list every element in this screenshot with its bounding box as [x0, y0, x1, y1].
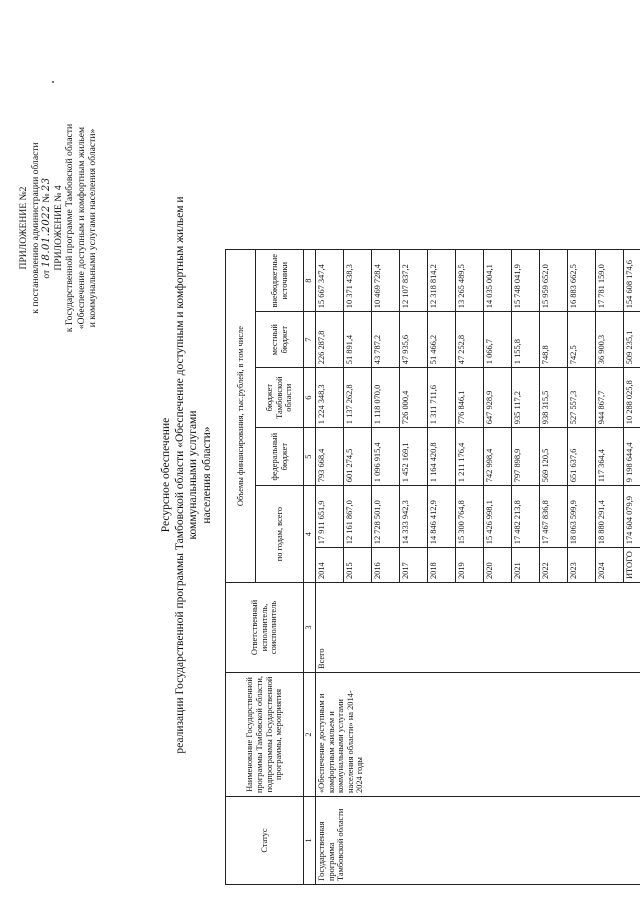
- title-line-1: Ресурсное обеспечение: [160, 417, 172, 533]
- extra-cell: 154 608 174,6: [624, 250, 640, 312]
- year-cell: 2021: [512, 548, 540, 583]
- index-cell: 2: [304, 673, 316, 797]
- index-cell: 7: [304, 312, 316, 368]
- loc-cell: 509 235,1: [624, 312, 640, 368]
- reg-cell: 1 311 711,6: [428, 368, 456, 428]
- loc-cell: 1 155,8: [512, 312, 540, 368]
- date-prefix: от: [41, 269, 52, 279]
- header-responsible: Ответственный исполнитель, соисполнитель: [226, 583, 304, 673]
- fed-cell: 1 211 176,4: [456, 428, 484, 486]
- document-title: [160, 195, 214, 755]
- index-cell: 6: [304, 368, 316, 428]
- total-cell: 14 333 942,3: [400, 486, 428, 548]
- reg-cell: 938 315,5: [540, 368, 568, 428]
- extra-cell: 15 748 041,9: [512, 250, 540, 312]
- decree-reference: к постановлению администрации области: [29, 142, 41, 314]
- total-cell: 18 880 291,4: [596, 486, 624, 548]
- year-cell: 2017: [400, 548, 428, 583]
- program-ref-2: «Обеспечение доступным и комфортным жильем: [75, 126, 87, 330]
- total-cell: 15 426 998,1: [484, 486, 512, 548]
- loc-cell: 226 287,8: [316, 312, 344, 368]
- total-cell: 12 728 501,0: [372, 486, 400, 548]
- extra-cell: 14 035 004,1: [484, 250, 512, 312]
- reg-cell: 527 557,3: [568, 368, 596, 428]
- loc-cell: 47 935,6: [400, 312, 428, 368]
- header-total: по годам, всего: [256, 486, 304, 583]
- loc-cell: 742,5: [568, 312, 596, 368]
- total-cell: 14 846 412,9: [428, 486, 456, 548]
- header-name: Наименование Государственной программы Тамбовской области, подпрограммы Государственной программы, мероприятия: [226, 673, 304, 797]
- table-row: [316, 250, 344, 885]
- program-status-cell: Государственная программа Тамбовской области: [316, 797, 640, 885]
- decree-date: 18.01.2022: [41, 205, 52, 268]
- loc-cell: 748,8: [540, 312, 568, 368]
- loc-cell: 47 252,8: [456, 312, 484, 368]
- extra-cell: 16 883 662,5: [568, 250, 596, 312]
- index-cell: 1: [304, 797, 316, 885]
- total-cell: 17 911 651,9: [316, 486, 344, 548]
- index-cell: 5: [304, 428, 316, 486]
- index-row: [304, 250, 316, 885]
- reg-cell: 935 117,2: [512, 368, 540, 428]
- reg-cell: 726 000,4: [400, 368, 428, 428]
- year-cell: 2019: [456, 548, 484, 583]
- loc-cell: 51 466,2: [428, 312, 456, 368]
- loc-cell: 43 787,2: [372, 312, 400, 368]
- year-cell: 2018: [428, 548, 456, 583]
- year-cell: 2022: [540, 548, 568, 583]
- loc-cell: 36 900,3: [596, 312, 624, 368]
- loc-cell: 1 066,7: [484, 312, 512, 368]
- extra-cell: 15 959 652,0: [540, 250, 568, 312]
- index-cell: 3: [304, 583, 316, 673]
- fed-cell: 1 164 420,8: [428, 428, 456, 486]
- fed-cell: 1 452 169,1: [400, 428, 428, 486]
- header-local: местный бюджет: [256, 312, 304, 368]
- index-cell: 8: [304, 250, 316, 312]
- program-ref-1: к Государственной программе Тамбовской области: [64, 123, 75, 333]
- total-cell: 174 604 079,9: [624, 486, 640, 548]
- loc-cell: 51 891,4: [344, 312, 372, 368]
- extra-cell: 10 371 438,3: [344, 250, 372, 312]
- total-cell: 17 482 213,8: [512, 486, 540, 548]
- year-cell: 2024: [596, 548, 624, 583]
- header-extrabudget: внебюджетные источники: [256, 250, 304, 312]
- extra-cell: 17 781 159,0: [596, 250, 624, 312]
- fed-cell: 793 668,4: [316, 428, 344, 486]
- decree-number: 23: [41, 177, 52, 192]
- extra-cell: 12 318 814,2: [428, 250, 456, 312]
- reg-cell: 1 224 348,3: [316, 368, 344, 428]
- reg-cell: 1 118 070,0: [372, 368, 400, 428]
- program-ref-3: и коммунальными услугами населения области»: [87, 128, 98, 328]
- reg-cell: 1 137 262,8: [344, 368, 372, 428]
- total-cell: 18 063 599,9: [568, 486, 596, 548]
- total-cell: 12 161 867,0: [344, 486, 372, 548]
- appendix-4-label: ПРИЛОЖЕНИЕ № 4: [52, 185, 64, 271]
- table-body: [316, 250, 640, 885]
- fed-cell: 1 096 915,4: [372, 428, 400, 486]
- extra-cell: 12 107 837,2: [400, 250, 428, 312]
- title-line-3: населения области»: [200, 426, 213, 524]
- resources-table: [225, 249, 640, 885]
- year-cell: 2023: [568, 548, 596, 583]
- reg-cell: 776 846,1: [456, 368, 484, 428]
- fed-cell: 9 198 644,4: [624, 428, 640, 486]
- fed-cell: 742 998,4: [484, 428, 512, 486]
- fed-cell: 117 364,4: [596, 428, 624, 486]
- index-cell: 4: [304, 486, 316, 583]
- program-name-cell: «Обеспечение доступным и комфортным жильем и коммунальными услугами населения области» на 2014-2024 годы: [316, 673, 640, 797]
- decree-date-line: [41, 78, 53, 378]
- header-block: [18, 78, 99, 378]
- appendix-2-label: ПРИЛОЖЕНИЕ №2: [18, 186, 29, 270]
- year-cell: 2016: [372, 548, 400, 583]
- header-volumes: Объемы финансирования, тыс.рублей, в том числе: [226, 250, 256, 583]
- total-cell: 15 300 764,8: [456, 486, 484, 548]
- year-cell: 2015: [344, 548, 372, 583]
- year-cell: ИТОГО: [624, 548, 640, 583]
- title-line-2: реализации Государственной программы Тамбовской области «Обеспечение доступным и комфортным жильем и коммунальными услугами: [173, 196, 199, 754]
- reg-cell: 944 867,7: [596, 368, 624, 428]
- extra-cell: 10 469 728,4: [372, 250, 400, 312]
- fed-cell: 601 274,5: [344, 428, 372, 486]
- extra-cell: 15 667 347,4: [316, 250, 344, 312]
- fed-cell: 569 120,5: [540, 428, 568, 486]
- header-status: Статус: [226, 797, 304, 885]
- extra-cell: 13 265 489,5: [456, 250, 484, 312]
- year-cell: 2014: [316, 548, 344, 583]
- reg-cell: 647 928,9: [484, 368, 512, 428]
- number-prefix: №: [41, 193, 52, 203]
- total-cell: 17 467 836,8: [540, 486, 568, 548]
- reg-cell: 10 288 025,8: [624, 368, 640, 428]
- fed-cell: 651 637,6: [568, 428, 596, 486]
- header-regional: бюджет Тамбовской области: [256, 368, 304, 428]
- year-cell: 2020: [484, 548, 512, 583]
- header-federal: федеральный бюджет: [256, 428, 304, 486]
- program-responsible-cell: Всего: [316, 583, 640, 673]
- fed-cell: 797 898,9: [512, 428, 540, 486]
